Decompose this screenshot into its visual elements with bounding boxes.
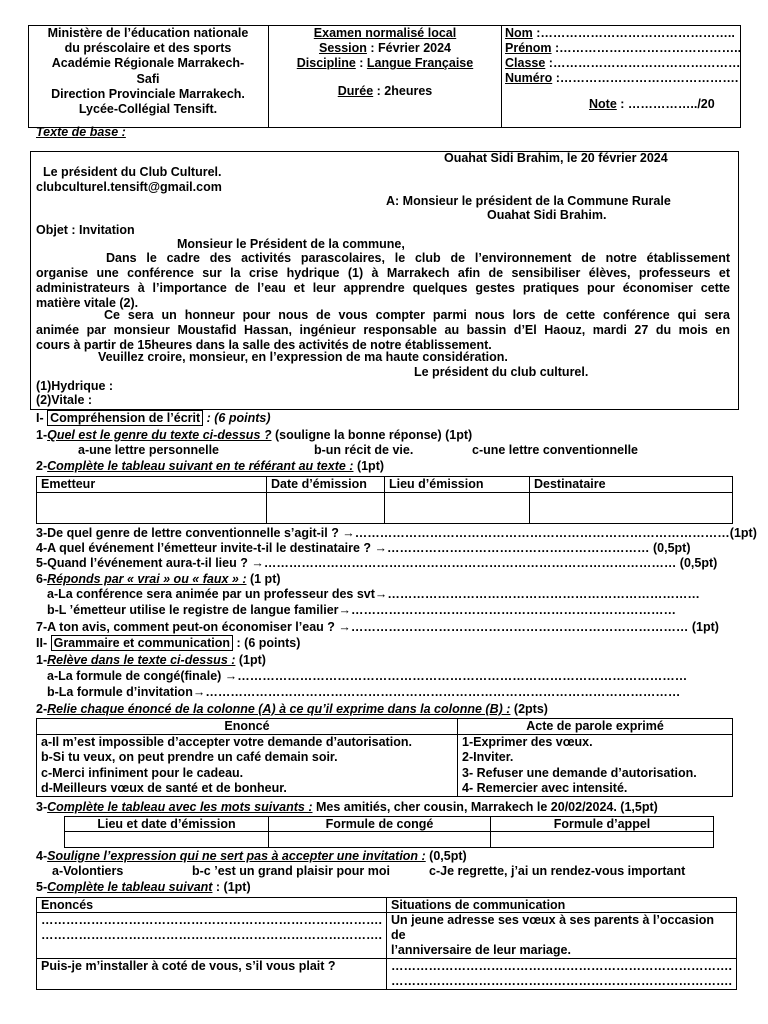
institution-line: Lycée-Collégial Tensift. [78, 102, 218, 117]
answer-cell[interactable] [491, 832, 714, 848]
q-instruction: Souligne l’expression qui ne sert pas à accepter une invitation : [47, 849, 426, 863]
session-label: Session [318, 41, 367, 55]
p2-q4-option-c[interactable]: c-Je regrette, j’ai un rendez-vous important [429, 864, 686, 878]
texte-base-label: Texte de base : [36, 125, 126, 139]
p1-line: matière vitale (2). [36, 296, 139, 310]
duree-label: Durée [337, 84, 374, 98]
classe-dots: :……………………………………… [545, 56, 741, 70]
q-instruction: Complète le tableau suivant en te référant au texte : [47, 459, 354, 473]
acte-item[interactable]: 3- Refuser une demande d’autorisation. [462, 765, 697, 780]
note-value: : ……………../20 [616, 97, 715, 111]
q-rest: (2pts) [510, 702, 548, 716]
answer-cell[interactable] [37, 913, 387, 959]
p1-line: Dans le cadre des activités parascolaires, le club de l’environnement de notre établissement [106, 251, 730, 265]
letter-objet: Objet : Invitation [36, 223, 135, 237]
p1-q1 [36, 428, 472, 442]
p1-q2 [36, 459, 384, 473]
dots-line: ………………………………………………………………………. [41, 928, 382, 942]
letter-greeting: Monsieur le Président de la commune, [177, 237, 405, 251]
institution-line: Direction Provinciale Marrakech. [51, 86, 245, 101]
prenom-label: Prénom [505, 41, 552, 55]
q-rest: (1 pt) [246, 572, 281, 586]
table-header: Enoncé [37, 719, 458, 735]
dots-line: ………………………………………………………………………. [390, 959, 732, 973]
q-instruction: Relie chaque énoncé de la colonne (A) à ce qu’il exprime dans la colonne (B) : [47, 702, 511, 716]
header-divider-1 [268, 25, 269, 128]
letter-recipient-1: A: Monsieur le président de la Commune Rurale [386, 194, 671, 208]
p1-q3[interactable]: 3-De quel genre de lettre conventionnelle s’agit-il ? →………………………………………………………………………………(1pt) [36, 526, 757, 540]
numero-field[interactable] [505, 71, 741, 86]
header-exam-info [270, 26, 500, 99]
p2-q5 [36, 880, 251, 894]
acte-item[interactable]: 2-Inviter. [462, 750, 514, 765]
part2-points: : (6 points) [233, 636, 301, 650]
p2-q1-b[interactable]: b-La formule d’invitation→…………………………………………………………………………………………………… [47, 685, 681, 699]
discipline-label: Discipline [296, 56, 356, 70]
acte-item[interactable]: 1-Exprimer des vœux. [462, 735, 593, 749]
enonce-item[interactable]: c-Merci infiniment pour le cadeau. [41, 765, 244, 780]
footnote-hydrique: (1)Hydrique : [36, 379, 114, 393]
p1-q4[interactable]: 4-A quel événement l’émetteur invite-t-il le destinataire ? →……………………………………………………… (0,5pt) [36, 541, 691, 555]
answer-cell[interactable] [269, 832, 491, 848]
p2-q2 [36, 702, 548, 716]
exam-title: Examen normalisé local [313, 26, 457, 40]
answer-cell[interactable] [386, 959, 736, 990]
note-label: Note [589, 97, 617, 111]
letter-email: clubculturel.tensift@gmail.com [36, 180, 222, 194]
letter-paragraph-2 [36, 308, 730, 353]
discipline-value: Langue Française [366, 56, 474, 70]
p2-q1-a[interactable]: a-La formule de congé(finale) →……………………………………………………………………………………………… [47, 669, 688, 683]
answer-cell[interactable] [267, 493, 385, 524]
q-rest: : (1pt) [212, 880, 251, 894]
p1-q1-option-b[interactable]: b-un récit de vie. [314, 443, 414, 457]
institution-line: Académie Régionale Marrakech- [51, 56, 245, 71]
table-header: Enoncés [37, 898, 387, 913]
actes-cell [458, 735, 733, 797]
p2-line: cours à partir de 15heures dans la salle des activités de notre établissement. [36, 338, 492, 352]
q-label: 6- [36, 572, 48, 586]
enonce-item[interactable]: a-Il m’est impossible d’accepter votre demande d’autorisation. [41, 735, 412, 749]
student-fields [505, 26, 741, 86]
header-divider-2 [501, 25, 502, 128]
p1-q1-option-c[interactable]: c-une lettre conventionnelle [472, 443, 639, 457]
letter-paragraph-1 [36, 251, 730, 311]
part1-title: Compréhension de l’écrit [47, 410, 203, 426]
p1-q6-a[interactable]: a-La conférence sera animée par un professeur des svt→………………………………………………………………… [47, 587, 700, 601]
session-value: : Février 2024 [366, 41, 452, 55]
enonce-item[interactable]: b-Si tu veux, on peut prendre un café demain soir. [41, 750, 338, 765]
q-rest: (souligne la bonne réponse) (1pt) [271, 428, 473, 442]
p2-q2-table [36, 718, 733, 797]
table-header: Lieu et date d’émission [65, 817, 269, 832]
q-instruction: Réponds par « vrai » ou « faux » : [47, 572, 247, 586]
dots-line: ………………………………………………………………………. [390, 974, 732, 988]
part2-heading [36, 636, 300, 650]
situation-line: l’anniversaire de leur mariage. [390, 943, 571, 957]
answer-cell[interactable] [37, 493, 267, 524]
duree-value: : 2heures [373, 84, 433, 98]
p1-q6-b[interactable]: b-L ’émetteur utilise le registre de langue familier→…………………………………………………………………… [47, 603, 677, 617]
p1-q1-option-a[interactable]: a-une lettre personnelle [78, 443, 220, 457]
enonce-cell: Puis-je m’installer à coté de vous, s’il vous plait ? [37, 959, 387, 990]
q-rest: Mes amitiés, cher cousin, Marrakech le 20/02/2024. (1,5pt) [312, 800, 658, 814]
q-label: 2- [36, 459, 48, 473]
p2-q3-table [64, 816, 714, 848]
acte-item[interactable]: 4- Remercier avec intensité. [462, 780, 628, 795]
answer-cell[interactable] [530, 493, 733, 524]
q-instruction: Relève dans le texte ci-dessus : [47, 653, 236, 667]
q-rest: (0,5pt) [425, 849, 467, 863]
note-field[interactable] [589, 97, 715, 111]
p2-q1 [36, 653, 266, 667]
table-header: Acte de parole exprimé [458, 719, 733, 735]
p1-q7[interactable]: 7-A ton avis, comment peut-on économiser l’eau ? →……………………………………………………………………… (1pt) [36, 620, 719, 634]
p1-line: administrateurs à l’importance de l’eau et leur apprendre quelques gestes pratiques pour économiser cette [36, 281, 730, 295]
table-header: Formule d’appel [491, 817, 714, 832]
letter-recipient-2: Ouahat Sidi Brahim. [487, 208, 607, 222]
institution-line: du préscolaire et des sports [64, 41, 232, 56]
institution-line: Safi [136, 71, 160, 86]
p1-q2-table [36, 476, 733, 524]
answer-cell[interactable] [385, 493, 530, 524]
footnote-vitale: (2)Vitale : [36, 393, 93, 407]
q-instruction: Complète le tableau suivant [47, 880, 213, 894]
nom-field[interactable] [505, 26, 741, 41]
part1-points: : (6 points) [203, 411, 271, 425]
p2-line: animée par monsieur Moustafid Hassan, ingénieur responsable au bassin d’El Haouz, mardi 27 du mois en [36, 323, 730, 337]
p1-q5[interactable]: 5-Quand l’événement aura-t-il lieu ? →……………………………………………………………………………………… (0,5pt) [36, 556, 718, 570]
letter-sender: Le président du Club Culturel. [43, 165, 222, 179]
enonces-cell [37, 735, 458, 797]
discipline-sep: : [355, 56, 367, 70]
nom-dots: :……………………………………….. [532, 26, 735, 40]
dots-line: ………………………………………………………………………. [41, 913, 382, 927]
situation-cell [386, 913, 736, 959]
enonce-item[interactable]: d-Meilleurs vœux de santé et de bonheur. [41, 780, 287, 795]
p2-q4-option-a[interactable]: a-Volontiers [52, 864, 124, 878]
p2-q4 [36, 849, 467, 863]
p2-q3 [36, 800, 658, 814]
situation-line: Un jeune adresse ses vœux à ses parents à l’occasion de [390, 913, 715, 942]
q-rest: (1pt) [353, 459, 385, 473]
q-label: 1- [36, 653, 48, 667]
classe-field[interactable] [505, 56, 741, 71]
part1-prefix: I- [36, 411, 44, 425]
header-institution [30, 26, 266, 117]
q-label: 5- [36, 880, 48, 894]
q-instruction: Quel est le genre du texte ci-dessus ? [47, 428, 272, 442]
table-header: Situations de communication [386, 898, 736, 913]
part2-title: Grammaire et communication [51, 635, 233, 651]
p2-line: Ce sera un honneur pour nous de vous compter parmi nous lors de cette conférence qui sera [104, 308, 730, 322]
numero-dots: :……………………………………. [552, 71, 739, 85]
institution-line: Ministère de l’éducation nationale [47, 26, 249, 40]
p1-line: organise une conférence sur la crise hydrique (1) à Marrakech afin de sensibiliser élèves, professeurs et [36, 266, 730, 280]
letter-place-date: Ouahat Sidi Brahim, le 20 février 2024 [444, 151, 668, 165]
letter-signature: Le président du club culturel. [414, 365, 589, 379]
q-instruction: Complète le tableau avec les mots suivants : [47, 800, 313, 814]
p2-q4-option-b[interactable]: b-c ’est un grand plaisir pour moi [192, 864, 390, 878]
prenom-field[interactable] [505, 41, 741, 56]
table-header: Lieu d’émission [385, 477, 530, 493]
part1-heading [36, 411, 271, 425]
table-header: Destinataire [530, 477, 733, 493]
q-label: 1- [36, 428, 48, 442]
q-label: 2- [36, 702, 48, 716]
q-rest: (1pt) [235, 653, 266, 667]
letter-closing: Veuillez croire, monsieur, en l’expression de ma haute considération. [98, 350, 508, 364]
p1-q6 [36, 572, 281, 586]
table-header: Date d’émission [267, 477, 385, 493]
numero-label: Numéro [505, 71, 553, 85]
q-label: 3- [36, 800, 48, 814]
table-header: Emetteur [37, 477, 267, 493]
table-header: Formule de congé [269, 817, 491, 832]
answer-cell[interactable] [65, 832, 269, 848]
part2-prefix: II- [36, 636, 48, 650]
nom-label: Nom [505, 26, 533, 40]
p2-q5-table [36, 897, 737, 990]
prenom-dots: :…………………………………….. [551, 41, 742, 55]
q-label: 4- [36, 849, 48, 863]
classe-label: Classe [505, 56, 546, 70]
